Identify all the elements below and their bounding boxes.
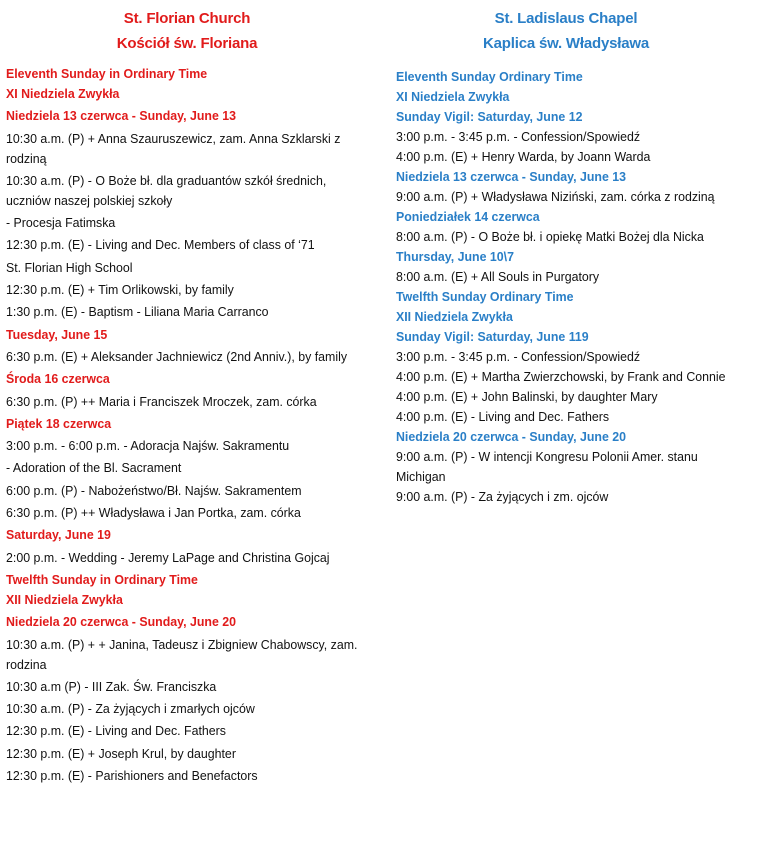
mass-intention: 4:00 p.m. (E) + Henry Warda, by Joann Warda [396, 149, 651, 164]
church-title: St. Florian Church [123, 10, 251, 27]
mass-intention: 9:00 a.m. (P) - W intencji Kongresu Polonii Amer. stanu Michigan [396, 449, 698, 484]
chapel-title: St. Ladislaus Chapel [494, 10, 638, 27]
schedule-heading: Poniedziałek 14 czerwca [396, 209, 540, 224]
church-title-polish: Kościół św. Floriana [116, 35, 258, 52]
schedule-heading: XII Niedziela Zwykła [396, 309, 513, 324]
mass-intention: 4:00 p.m. (E) + Martha Zwierzchowski, by Frank and Connie [396, 369, 726, 384]
mass-intention: 6:30 p.m. (P) ++ Maria i Franciszek Mroczek, zam. córka [6, 393, 317, 409]
st-florian-column [6, 0, 368, 788]
mass-intention: 12:30 p.m. (E) - Living and Dec. Members of class of ‘71 [6, 237, 315, 253]
mass-intention: 6:30 p.m. (E) + Aleksander Jachniewicz (2nd Anniv.), by family [6, 348, 348, 364]
mass-intention: 4:00 p.m. (E) - Living and Dec. Fathers [396, 409, 610, 424]
schedule-heading: Niedziela 13 czerwca - Sunday, June 13 [396, 169, 627, 184]
schedule-heading: Piątek 18 czerwca [6, 415, 112, 431]
schedule-heading: XI Niedziela Zwykła [396, 89, 510, 104]
st-ladislaus-column [396, 0, 736, 507]
schedule-heading: Eleventh Sunday in Ordinary Time [6, 66, 208, 81]
mass-intention: 1:30 p.m. (E) - Baptism - Liliana Maria Carranco [6, 304, 269, 320]
schedule-heading: Sunday Vigil: Saturday, June 12 [396, 109, 583, 124]
mass-intention: 12:30 p.m. (E) - Parishioners and Benefactors [6, 768, 258, 784]
schedule-heading: Twelfth Sunday Ordinary Time [396, 289, 574, 304]
mass-intention: 3:00 p.m. - 3:45 p.m. - Confession/Spowiedź [396, 129, 641, 144]
schedule-heading: Niedziela 20 czerwca - Sunday, June 20 [396, 429, 627, 444]
mass-intention: 12:30 p.m. (E) + Tim Orlikowski, by family [6, 282, 234, 298]
mass-intention: - Procesja Fatimska [6, 215, 116, 231]
mass-intention: 10:30 a.m. (P) - Za żyjących i zmarłych ojców [6, 701, 255, 717]
mass-intention: 4:00 p.m. (E) + John Balinski, by daughter Mary [396, 389, 658, 404]
mass-intention: 3:00 p.m. - 3:45 p.m. - Confession/Spowiedź [396, 349, 641, 364]
schedule-heading: Saturday, June 19 [6, 527, 111, 543]
mass-intention: - Adoration of the Bl. Sacrament [6, 460, 182, 476]
mass-intention: 12:30 p.m. (E) + Joseph Krul, by daughter [6, 745, 236, 761]
mass-intention: 6:30 p.m. (P) ++ Władysława i Jan Portka, zam. córka [6, 505, 301, 521]
schedule-heading: Tuesday, June 15 [6, 326, 108, 342]
mass-schedule-list [396, 67, 736, 507]
mass-intention: 6:00 p.m. (P) - Nabożeństwo/Bł. Najśw. Sakramentem [6, 482, 302, 498]
chapel-title-polish: Kaplica św. Władysława [483, 35, 649, 52]
mass-intention: 8:00 a.m. (E) + All Souls in Purgatory [396, 269, 600, 284]
mass-intention: 3:00 p.m. - 6:00 p.m. - Adoracja Najśw. Sakramentu [6, 438, 290, 454]
schedule-heading: Niedziela 13 czerwca - Sunday, June 13 [6, 108, 237, 124]
schedule-heading: XI Niedziela Zwykła [6, 86, 120, 101]
mass-intention: 8:00 a.m. (P) - O Boże bł. i opiekę Matki Bożej dla Nicka [396, 229, 704, 244]
schedule-heading: XII Niedziela Zwykła [6, 591, 123, 607]
mass-intention: 10:30 a.m. (P) + + Janina, Tadeusz i Zbigniew Chabowscy, zam. rodzina [6, 636, 358, 672]
schedule-heading: Thursday, June 10\7 [396, 249, 514, 264]
mass-intention: 10:30 a.m. (P) + Anna Szauruszewicz, zam. Anna Szklarski z rodziną [6, 130, 341, 166]
schedule-heading: Niedziela 20 czerwca - Sunday, June 20 [6, 614, 237, 630]
schedule-heading: Twelfth Sunday in Ordinary Time [6, 571, 198, 587]
mass-intention: St. Florian High School [6, 259, 133, 275]
schedule-heading: Środa 16 czerwca [6, 371, 110, 387]
mass-schedule-list [6, 64, 368, 786]
mass-intention: 10:30 a.m (P) - III Zak. Św. Franciszka [6, 678, 217, 694]
mass-intention: 9:00 a.m. (P) + Władysława Niziński, zam. córka z rodziną [396, 189, 715, 204]
mass-intention: 2:00 p.m. - Wedding - Jeremy LaPage and Christina Gojcaj [6, 549, 330, 565]
mass-intention: 10:30 a.m. (P) - O Boże bł. dla graduantów szkół średnich, uczniów naszej polskiej szkoły [6, 172, 327, 208]
mass-intention: 12:30 p.m. (E) - Living and Dec. Fathers [6, 723, 226, 739]
mass-intention: 9:00 a.m. (P) - Za żyjących i zm. ojców [396, 489, 609, 504]
schedule-heading: Sunday Vigil: Saturday, June 119 [396, 329, 589, 344]
schedule-heading: Eleventh Sunday Ordinary Time [396, 69, 583, 84]
